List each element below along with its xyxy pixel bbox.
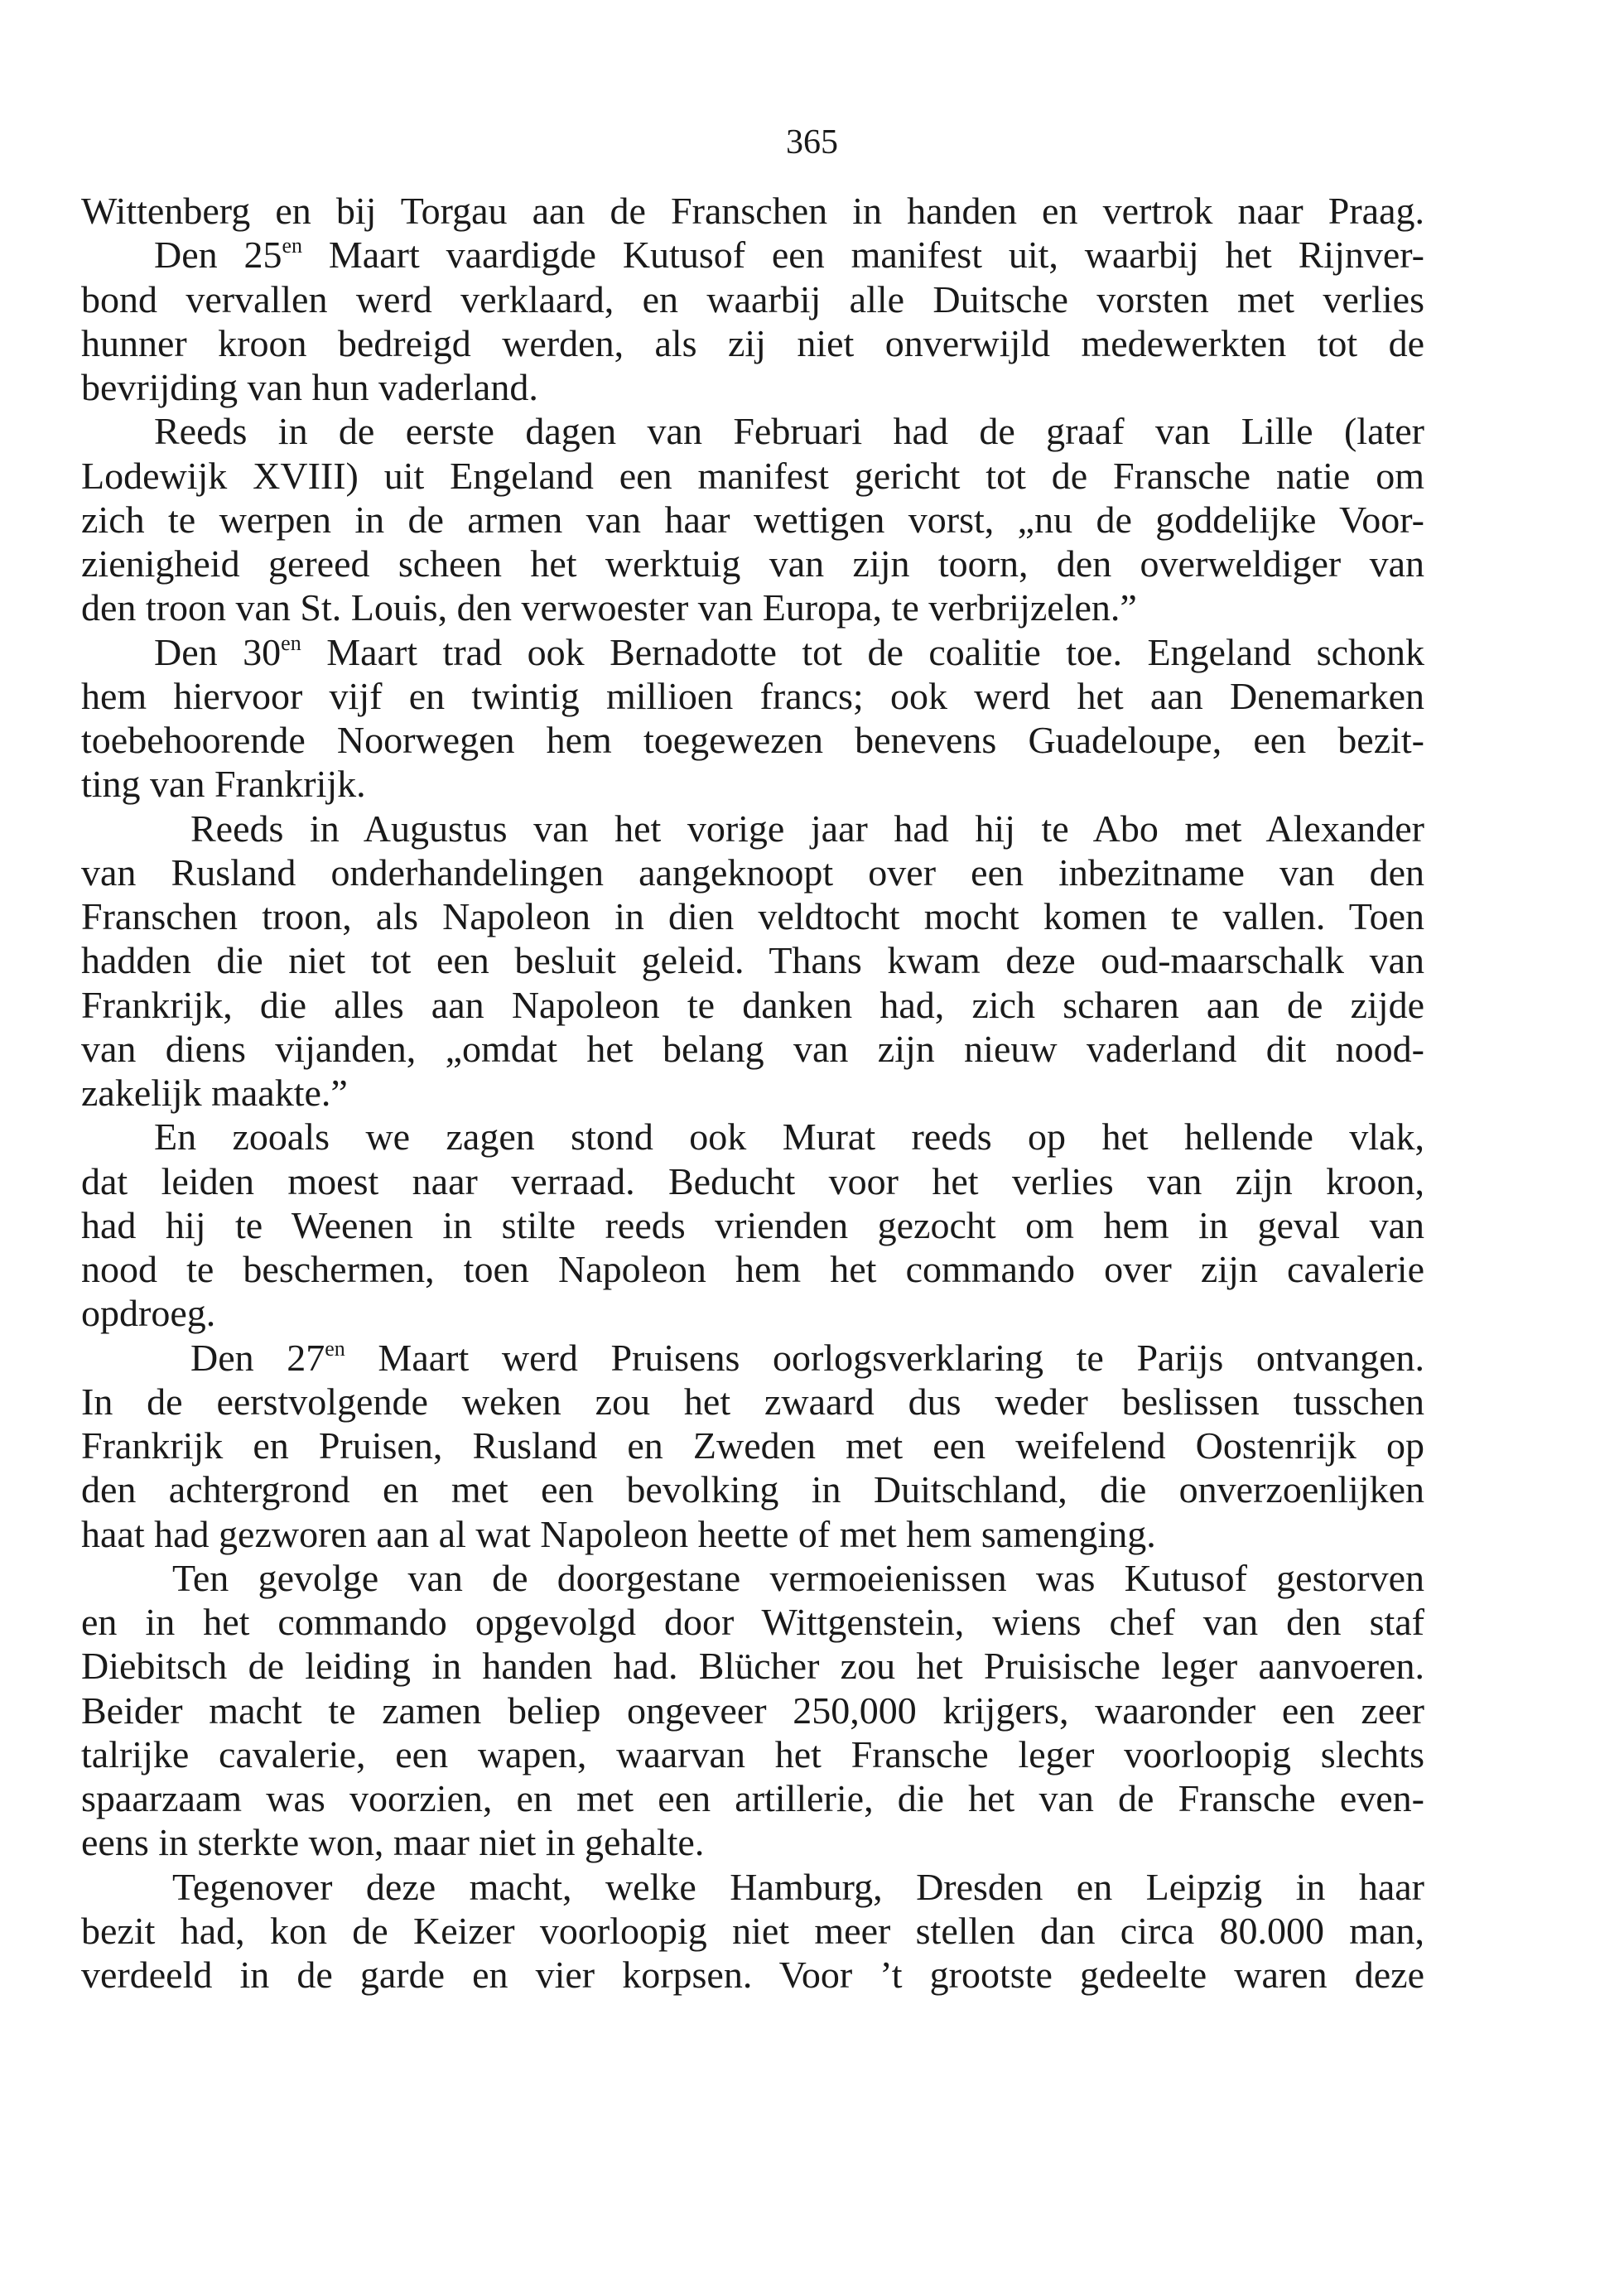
text-line: verdeeld in de garde en vier korpsen. Voor ’t grootste gedeelte waren deze (81, 1954, 1424, 1996)
text-line: En zooals we zagen stond ook Murat reeds op het hellende vlak, (154, 1115, 1424, 1159)
text-line: en in het commando opgevolgd door Wittgenstein, wiens chef van den staf (81, 1601, 1424, 1643)
text-line: toebehoorende Noorwegen hem toegewezen benevens Guadeloupe, een bezit- (81, 719, 1424, 761)
text-line: opdroeg. (81, 1292, 216, 1335)
text-line: zich te werpen in de armen van haar wettigen vorst, „nu de goddelijke Voor- (81, 498, 1424, 541)
text-line: Reeds in Augustus van het vorige jaar had hij te Abo met Alexander (190, 807, 1424, 850)
text-line: Tegenover deze macht, welke Hamburg, Dresden en Leipzig in haar (172, 1865, 1424, 1908)
text-line: Den $25^{en}$ Maart vaardigde Kutusof een manifest uit, waarbij het Rijnver- (154, 234, 1424, 277)
text-line: In de eerstvolgende weken zou het zwaard dus weder beslissen tusschen (81, 1380, 1424, 1423)
text-line: den troon van St. Louis, den verwoester van Europa, te verbrijzelen.” (81, 586, 1137, 629)
text-line: had hij te Weenen in stilte reeds vrienden gezocht om hem in geval van (81, 1203, 1424, 1246)
text-line: Franschen troon, als Napoleon in dien veldtocht mocht komen te vallen. Toen (81, 895, 1424, 937)
text-line: Beider macht te zamen beliep ongeveer 250,000 krijgers, waaronder een zeer (81, 1689, 1424, 1732)
text-line: Den $30^{en}$ Maart trad ook Bernadotte tot de coalitie toe. Engeland schonk (154, 630, 1424, 673)
text-line: ting van Frankrijk. (81, 763, 366, 806)
text-line: dat leiden moest naar verraad. Beducht voor het verlies van zijn kroon, (81, 1159, 1424, 1202)
text-line: Wittenberg en bij Torgau aan de Franschen in handen en vertrok naar Praag. (81, 190, 1424, 232)
text-line: Den $27^{en}$ Maart werd Pruisens oorlogsverklaring te Parijs ontvangen. (190, 1336, 1424, 1379)
text-line: spaarzaam was voorzien, en met een artillerie, die het van de Fransche even- (81, 1777, 1424, 1819)
text-line: nood te beschermen, toen Napoleon hem het commando over zijn cavalerie (81, 1248, 1424, 1290)
text-line: Frankrijk, die alles aan Napoleon te danken had, zich scharen aan de zijde (81, 983, 1424, 1026)
text-line: hadden die niet tot een besluit geleid. Thans kwam deze oud-maarschalk van (81, 939, 1424, 982)
text-line: Diebitsch de leiding in handen had. Blücher zou het Pruisische leger aanvoeren. (81, 1645, 1424, 1688)
text-line: talrijke cavalerie, een wapen, waarvan het Fransche leger voorloopig slechts (81, 1732, 1424, 1776)
text-line: haat had gezworen aan al wat Napoleon heette of met hem samenging. (81, 1512, 1156, 1555)
text-line: van Rusland onderhandelingen aangeknoopt over een inbezitname van den (81, 850, 1424, 894)
text-line: zienigheid gereed scheen het werktuig van zijn toorn, den overweldiger van (81, 542, 1424, 585)
text-line: Lodewijk XVIII) uit Engeland een manifest gericht tot de Fransche natie om (81, 454, 1424, 497)
text-line: den achtergrond en met een bevolking in Duitschland, die onverzoenlijken (81, 1468, 1424, 1511)
text-line: bond vervallen werd verklaard, en waarbij alle Duitsche vorsten met verlies (81, 277, 1424, 320)
text-line: hunner kroon bedreigd werden, als zij niet onverwijld medewerkten tot de (81, 321, 1424, 364)
text-line: zakelijk maakte.” (81, 1072, 348, 1114)
text-line: eens in sterkte won, maar niet in gehalte. (81, 1821, 705, 1864)
text-line: bevrijding van hun vaderland. (81, 366, 538, 408)
text-line: Ten gevolge van de doorgestane vermoeienissen was Kutusof gestorven (172, 1556, 1424, 1599)
text-line: Frankrijk en Pruisen, Rusland en Zweden met een weifelend Oostenrijk op (81, 1424, 1424, 1467)
text-line: van diens vijanden, „omdat het belang van zijn nieuw vaderland dit nood- (81, 1027, 1424, 1070)
body-text (81, 189, 1424, 1997)
text-line: Reeds in de eerste dagen van Februari had de graaf van Lille (later (154, 410, 1424, 453)
text-line: bezit had, kon de Keizer voorloopig niet meer stellen dan circa 80.000 man, (81, 1909, 1424, 1952)
text-line: hem hiervoor vijf en twintig millioen francs; ook werd het aan Denemarken (81, 674, 1424, 717)
page-number: 365 (786, 123, 838, 161)
